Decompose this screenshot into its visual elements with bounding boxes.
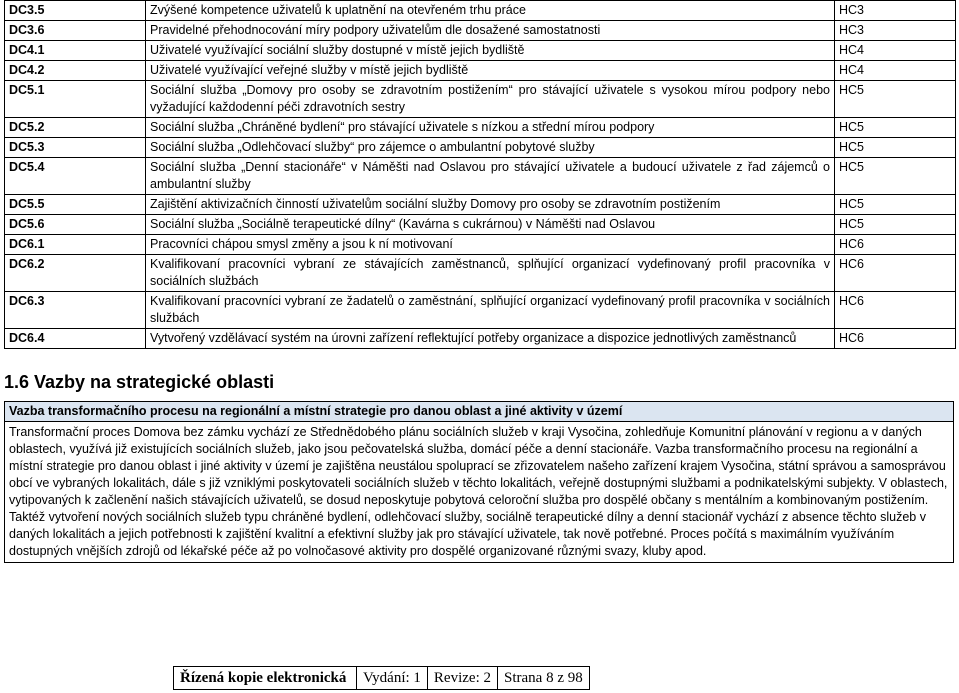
goal-row — [5, 118, 956, 138]
goal-main-objective: HC6 — [835, 235, 956, 255]
goal-row — [5, 158, 956, 195]
goal-main-objective: HC6 — [835, 292, 956, 329]
goal-main-objective: HC5 — [835, 195, 956, 215]
goal-description: Sociální služba „Chráněné bydlení“ pro stávající uživatele s nízkou a střední mírou podpory — [146, 118, 835, 138]
goal-row — [5, 329, 956, 349]
strategy-box-text: Transformační proces Domova bez zámku vychází ze Střednědobého plánu sociálních služeb v kraji Vysočina, zohledňuje Komunitní plánování v regionu a v daných oblastech, využívá již existujících sociálních služeb, jako jsou pečovatelská služba, domácí péče a denní stacionáře. Vazba transformačního procesu na regionální a místní strategie pro danou oblast i jiné aktivity v území je zajištěna neustálou spoluprací se zřizovatelem našeho zařízení krajem Vysočina, státní správou a samosprávou obcí ve vybraných lokalitách, dále s již vzniklými poskytovateli sociálních služeb v těchto lokalitách, veřejně dostupnými službami a podnikatelskými subjekty. V oblastech, vytipovaných k začlenění našich stávajících uživatelů, se dosud neposkytuje pobytová celoroční služba pro dospělé občany s mentálním a kombinovaným postižením. Taktéž vytvoření nových sociálních služeb typu chráněné bydlení, odlehčovací služby, sociálně terapeutické dílny a denní stacionář vychází z absence těchto služeb v daných lokalitách a jejich potřebnosti k zajištění kvalitní a efektivní služby jak pro stávající uživatele, tak nově potřebné. Proces počítá s maximálním využíváním dostupných vnějších zdrojů od lékařské péče až po volnočasové aktivity pro dospělé organizované různými svazy, kluby apod. — [9, 425, 948, 558]
goal-row — [5, 21, 956, 41]
footer-copy-type: Řízená kopie elektronická — [174, 667, 357, 690]
goal-description: Uživatelé využívající sociální služby dostupné v místě jejich bydliště — [146, 41, 835, 61]
goal-row — [5, 41, 956, 61]
goal-code: DC3.6 — [5, 21, 146, 41]
goal-description: Pracovníci chápou smysl změny a jsou k ní motivovaní — [146, 235, 835, 255]
goal-row — [5, 1, 956, 21]
goal-main-objective: HC6 — [835, 329, 956, 349]
goal-main-objective: HC5 — [835, 118, 956, 138]
goal-code: DC5.5 — [5, 195, 146, 215]
goal-description: Vytvořený vzdělávací systém na úrovni zařízení reflektující potřeby organizace a dispozice jednotlivých zaměstnanců — [146, 329, 835, 349]
document-footer — [173, 666, 590, 690]
goal-code: DC5.6 — [5, 215, 146, 235]
goal-main-objective: HC5 — [835, 81, 956, 118]
goal-code: DC5.2 — [5, 118, 146, 138]
footer-page-number: Strana 8 z 98 — [498, 667, 590, 690]
strategy-box-heading: Vazba transformačního procesu na regionální a místní strategie pro danou oblast a jiné aktivity v území — [5, 402, 953, 422]
goal-description: Zvýšené kompetence uživatelů k uplatnění na otevřeném trhu práce — [146, 1, 835, 21]
goal-row — [5, 61, 956, 81]
goal-row — [5, 235, 956, 255]
footer-revision: Revize: 2 — [427, 667, 497, 690]
goal-main-objective: HC5 — [835, 138, 956, 158]
goals-table-body — [5, 1, 956, 349]
goal-row — [5, 138, 956, 158]
goal-description: Sociální služba „Denní stacionáře“ v Náměšti nad Oslavou pro stávající uživatele a budoucí uživatele z řad zájemců o ambulantní služby — [146, 158, 835, 195]
goal-code: DC6.1 — [5, 235, 146, 255]
goal-main-objective: HC6 — [835, 255, 956, 292]
goal-row — [5, 215, 956, 235]
goal-row — [5, 81, 956, 118]
goal-description: Kvalifikovaní pracovníci vybraní ze žadatelů o zaměstnání, splňující organizací vydefinovaný profil pracovníka v sociálních službách — [146, 292, 835, 329]
goal-code: DC5.4 — [5, 158, 146, 195]
goal-description: Zajištění aktivizačních činností uživatelům sociální služby Domovy pro osoby se zdravotním postižením — [146, 195, 835, 215]
goal-code: DC5.3 — [5, 138, 146, 158]
goal-row — [5, 292, 956, 329]
goals-table — [4, 0, 956, 349]
goal-description: Pravidelné přehodnocování míry podpory uživatelům dle dosažené samostatnosti — [146, 21, 835, 41]
goal-main-objective: HC4 — [835, 41, 956, 61]
goal-description: Sociální služba „Odlehčovací služby“ pro zájemce o ambulantní pobytové služby — [146, 138, 835, 158]
goal-description: Uživatelé využívající veřejné služby v místě jejich bydliště — [146, 61, 835, 81]
goal-code: DC4.1 — [5, 41, 146, 61]
goal-main-objective: HC4 — [835, 61, 956, 81]
section-title: 1.6 Vazby na strategické oblasti — [4, 372, 275, 392]
goal-row — [5, 255, 956, 292]
goal-description: Kvalifikovaní pracovníci vybraní ze stávajících zaměstnanců, splňující organizací vydefinovaný profil pracovníka v sociálních službách — [146, 255, 835, 292]
goal-main-objective: HC5 — [835, 215, 956, 235]
goal-code: DC6.4 — [5, 329, 146, 349]
goal-description: Sociální služba „Sociálně terapeutické dílny“ (Kavárna s cukrárnou) v Náměšti nad Oslavou — [146, 215, 835, 235]
goal-main-objective: HC5 — [835, 158, 956, 195]
goal-main-objective: HC3 — [835, 21, 956, 41]
goal-description: Sociální služba „Domovy pro osoby se zdravotním postižením“ pro stávající uživatele s vysokou mírou podpory nebo vyžadující každodenní péči zdravotních sestry — [146, 81, 835, 118]
goal-main-objective: HC3 — [835, 1, 956, 21]
strategy-box — [4, 401, 954, 563]
goal-code: DC5.1 — [5, 81, 146, 118]
goal-code: DC3.5 — [5, 1, 146, 21]
goal-code: DC6.2 — [5, 255, 146, 292]
goal-row — [5, 195, 956, 215]
goal-code: DC4.2 — [5, 61, 146, 81]
footer-issue: Vydání: 1 — [357, 667, 428, 690]
goal-code: DC6.3 — [5, 292, 146, 329]
